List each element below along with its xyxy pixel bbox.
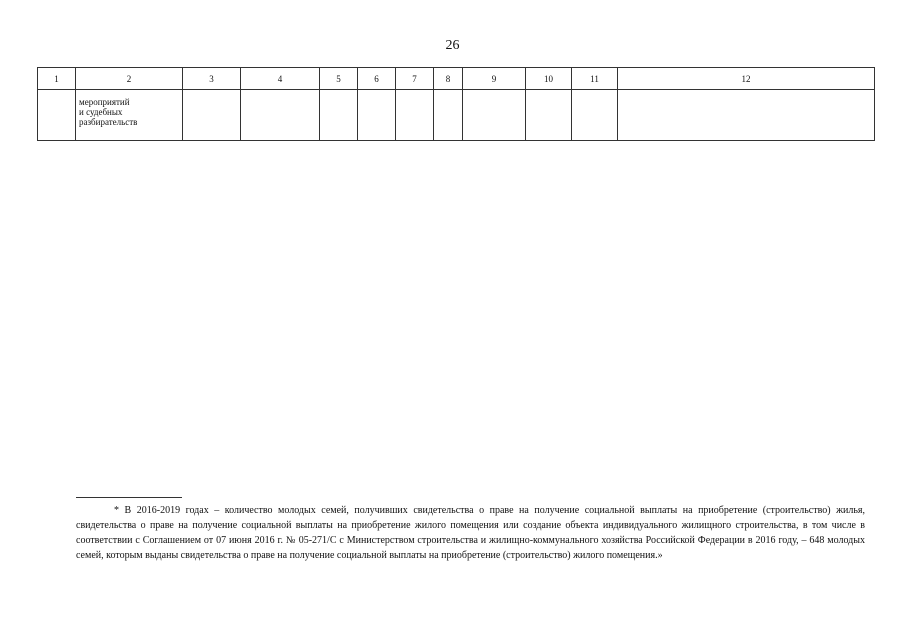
column-number-11: 11 bbox=[572, 68, 618, 90]
footnote-text: * В 2016-2019 годах – количество молодых семей, получивших свидетельства о праве на получение социальной выплаты на приобретение (строительство) жилья, свидетельства о праве на получение социальной выплаты на приобретение жилого помещения или создание объекта индивидуального жилищного строительства, в том числе в соответствии с Соглашением от 07 июня 2016 г. № 05-271/С с Министерством строительства и жилищно-коммунального хозяйства Российской Федерации в 2016 году, – 648 молодых семей, которым выданы свидетельства о праве на получение социальной выплаты на приобретение (строительство) жилого помещения.» bbox=[76, 505, 865, 561]
column-number-1: 1 bbox=[38, 68, 76, 90]
table-cell-description: мероприятий и судебных разбирательств bbox=[76, 90, 183, 141]
table-cell bbox=[463, 90, 526, 141]
column-number-8: 8 bbox=[434, 68, 463, 90]
table-header-row bbox=[38, 68, 875, 90]
table-cell bbox=[358, 90, 396, 141]
column-number-9: 9 bbox=[463, 68, 526, 90]
column-number-3: 3 bbox=[183, 68, 241, 90]
data-table bbox=[37, 67, 875, 141]
column-number-10: 10 bbox=[526, 68, 572, 90]
column-number-5: 5 bbox=[320, 68, 358, 90]
table-cell bbox=[241, 90, 320, 141]
table-cell bbox=[526, 90, 572, 141]
table-row bbox=[38, 90, 875, 141]
table-cell bbox=[618, 90, 875, 141]
footnote-separator bbox=[76, 497, 182, 498]
column-number-6: 6 bbox=[358, 68, 396, 90]
table-cell bbox=[38, 90, 76, 141]
column-number-2: 2 bbox=[76, 68, 183, 90]
table-cell bbox=[434, 90, 463, 141]
column-number-12: 12 bbox=[618, 68, 875, 90]
column-number-7: 7 bbox=[396, 68, 434, 90]
table-cell bbox=[396, 90, 434, 141]
table-cell bbox=[572, 90, 618, 141]
page-number: 26 bbox=[445, 38, 460, 53]
column-number-4: 4 bbox=[241, 68, 320, 90]
table-cell bbox=[320, 90, 358, 141]
table-cell bbox=[183, 90, 241, 141]
